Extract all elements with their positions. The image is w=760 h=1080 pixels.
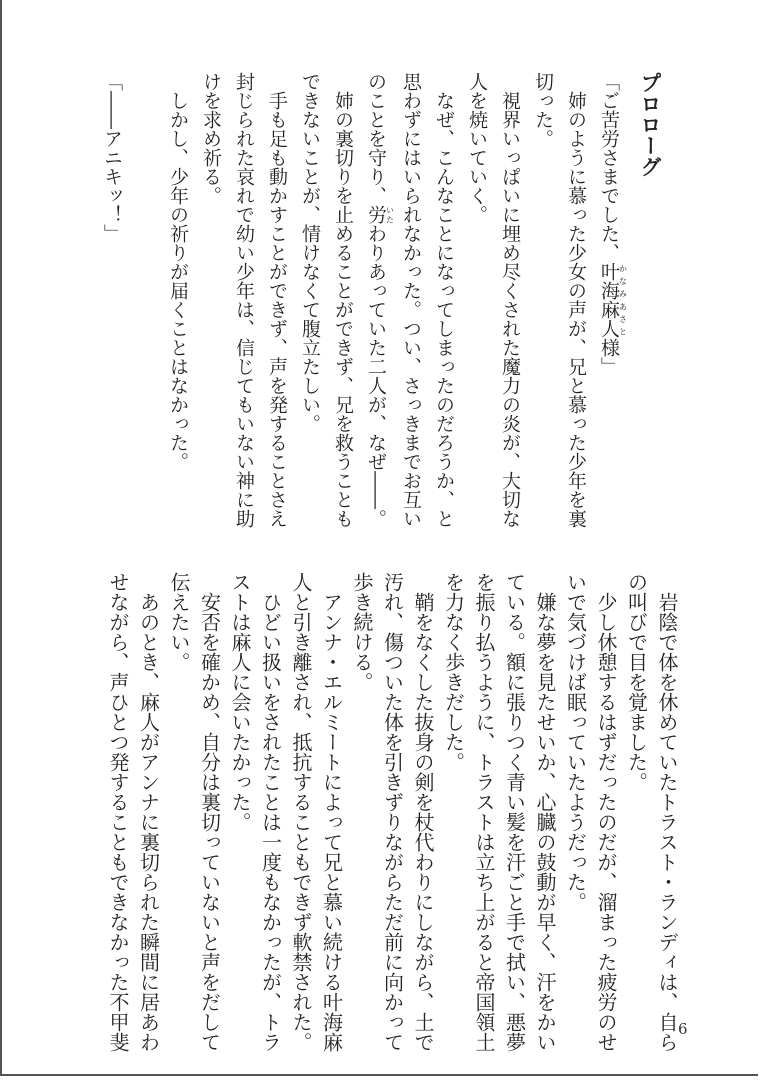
text-segment: のことを守り、 — [365, 72, 387, 205]
text-line: 封じられた哀れで幼い少年は、信じてもいない神に助 — [233, 72, 255, 528]
ruby-reading: かなみあさと — [618, 262, 628, 338]
text-line: 姉の裏切りを止めることができず、兄を救うことも — [332, 72, 354, 528]
text-line: ひどい扱いをされたことは一度もなかったが、トラ — [258, 572, 283, 1052]
text-line: 伝えたい。 — [167, 572, 191, 672]
text-line: ストは麻人に会いたかった。 — [228, 572, 252, 832]
text-line: アンナ・エルミートによって兄と慕い続ける叶海麻 — [319, 572, 344, 1052]
text-line: 岩陰で体を休めていたトラスト・ランディは、自ら — [655, 572, 679, 1052]
text-line: 人を焼いていく。 — [466, 72, 488, 224]
ruby-base: 労 — [365, 205, 387, 224]
text-line: 人と引き離され、抵抗することもできず軟禁された。 — [289, 572, 313, 1052]
prologue-section — [95, 72, 666, 528]
text-line: 歩き続ける。 — [350, 572, 374, 692]
page-number: 6 — [678, 1020, 688, 1038]
text-line — [359, 72, 395, 528]
text-line: 切った。 — [532, 72, 554, 148]
text-line: けを求め祈る。 — [200, 72, 222, 205]
text-line: 安否を確かめ、自分は裏切っていないと声をだして — [197, 572, 222, 1052]
text-line: あのとき、麻人がアンナに裏切られた瞬間に居あわ — [136, 572, 161, 1052]
text-line: できないことが、情けなくて腹立たしい。 — [299, 72, 321, 433]
text-line: を力なく歩きだした。 — [441, 572, 466, 772]
text-line: 姉のように慕った少女の声が、兄と慕った少年を裏 — [565, 72, 587, 528]
text-line: 嫌な夢を見たせいか、心臓の鼓動が早く、汗をかい — [533, 572, 557, 1052]
text-segment: わりあっていた二人が、なぜ――。 — [365, 224, 387, 528]
text-line: ている。額に張りつく青い髪を汗ごと手で拭い、悪夢 — [502, 572, 527, 1052]
text-line: せながら、声ひとつ発することもできなかった不甲斐 — [106, 572, 130, 1052]
text-segment: 「ご苦労さまでした、 — [598, 72, 620, 262]
text-line: 汚れ、傷ついた体を引きずりながらただ前に向かって — [380, 572, 405, 1052]
text-line: いで気づけば眠っていたようだった。 — [563, 572, 588, 912]
text-line: 手も足も動かすことができず、声を発することさえ — [266, 72, 288, 528]
ruby-word — [365, 205, 395, 224]
text-line: なぜ、こんなことになってしまったのだろうか、と — [433, 72, 455, 528]
chapter-title: プロローグ — [638, 72, 662, 177]
text-line: しかし、少年の祈りが届くことはなかった。 — [167, 72, 189, 471]
text-line: 少し休憩するはずだったのだが、溜まった疲労のせ — [594, 572, 618, 1052]
blank-line — [128, 72, 161, 522]
text-line: 思わずにはいられなかった。つい、さっきまでお互い — [400, 72, 422, 528]
text-line — [592, 72, 627, 522]
text-line: 鞘をなくした抜身の剣を杖代わりにしながら、土で — [411, 572, 435, 1052]
ruby-reading: いた — [385, 205, 395, 224]
text-line: を振り払うように、トラストは立ち上がると帝国領土 — [472, 572, 496, 1052]
chapter-body — [103, 572, 683, 1052]
text-line: の叫びで目を覚ました。 — [624, 572, 649, 792]
ruby-base: 叶海麻人 — [598, 262, 620, 338]
text-line: 「――アニキッ！」 — [101, 72, 123, 243]
text-segment: 様」 — [598, 338, 620, 376]
ruby-name — [598, 262, 628, 338]
text-line: 視界いっぱいに埋め尽くされた魔力の炎が、大切な — [499, 72, 521, 528]
